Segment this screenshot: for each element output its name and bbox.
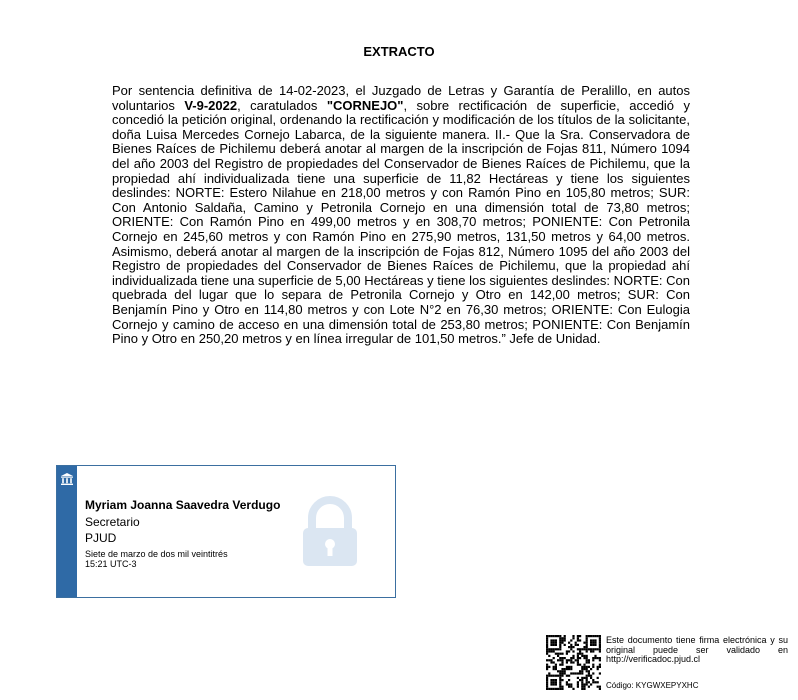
signer-name: Myriam Joanna Saavedra Verdugo (85, 498, 281, 512)
paragraph-part-2: , caratulados (237, 97, 327, 113)
electronic-signature-box (56, 465, 396, 598)
signer-role: Secretario (85, 515, 140, 529)
qr-code-icon[interactable] (546, 635, 601, 690)
verification-block (546, 635, 788, 690)
document-title: EXTRACTO (363, 44, 435, 59)
signature-timestamp (85, 549, 228, 569)
lock-icon (295, 496, 365, 568)
verification-code: Código: KYGWXEPYXHC (606, 681, 699, 690)
signature-sidebar (57, 466, 77, 597)
case-number: V-9-2022 (184, 97, 238, 113)
extract-paragraph (112, 84, 690, 347)
paragraph-part-1: Por sentencia definitiva de 14-02-2023, el Juzgado de Letras y Garantía de Peralillo, en autos voluntarios (112, 83, 690, 113)
verification-text: Este documento tiene firma electrónica y su original puede ser validado en http://verificadoc.pjud.cl (606, 635, 788, 665)
paragraph-part-3: , sobre rectificación de superficie, accedió y concedió la petición original, ordenando la rectificación y modificación de los títulos de la solicitante, doña Luisa Mercedes Cornejo Labarca, de la siguiente manera. II.- Que la Sra. Conservadora de Bienes Raíces de Pichilemu deberá anotar al margen de la inscripción de Fojas 811, Número 1094 del año 2003 del Registro de propiedades del Conservador de Bienes Raíces de Pichilemu, que la propiedad ahí individualizada tiene una superficie de 11,82 Hectáreas y tiene los siguientes deslindes: NORTE: Estero Nilahue en 218,00 metros y con Ramón Pino en 105,80 metros; SUR: Con Antonio Saldaña, Camino y Petronila Cornejo en una dimensión total de 73,80 metros; ORIENTE: Con Ramón Pino en 499,00 metros y en 308,70 metros; PONIENTE: Con Petronila Cornejo en 245,60 metros y con Ramón Pino en 275,90 metros, 131,50 metros y 64,00 metros. Asimismo, deberá anotar al margen de la inscripción de Fojas 812, Número 1095 del año 2003 del Registro de propiedades del Conservador de Bienes Raíces de Pichilemu, que la propiedad ahí individualizada tiene una superficie de 5,00 Hectáreas y tiene los siguientes deslindes: NORTE: Con quebrada del lugar que lo separa de Petronila Cornejo y Otro en 142,00 metros; SUR: Con Benjamín Pino y Otro en 114,80 metros y con Lote N°2 en 76,30 metros; ORIENTE: Con Eulogia Cornejo y camino de acceso en una dimensión total de 253,80 metros; PONIENTE: Con Benjamín Pino y Otro en 250,20 metros y en línea irregular de 101,50 metros.” Jefe de Unidad. (112, 97, 690, 347)
signature-time: 15:21 UTC-3 (85, 559, 137, 569)
case-title: "CORNEJO" (326, 97, 404, 113)
courthouse-icon (60, 472, 74, 486)
signer-organization: PJUD (85, 531, 117, 545)
signature-date: Siete de marzo de dos mil veintitrés (85, 549, 228, 559)
